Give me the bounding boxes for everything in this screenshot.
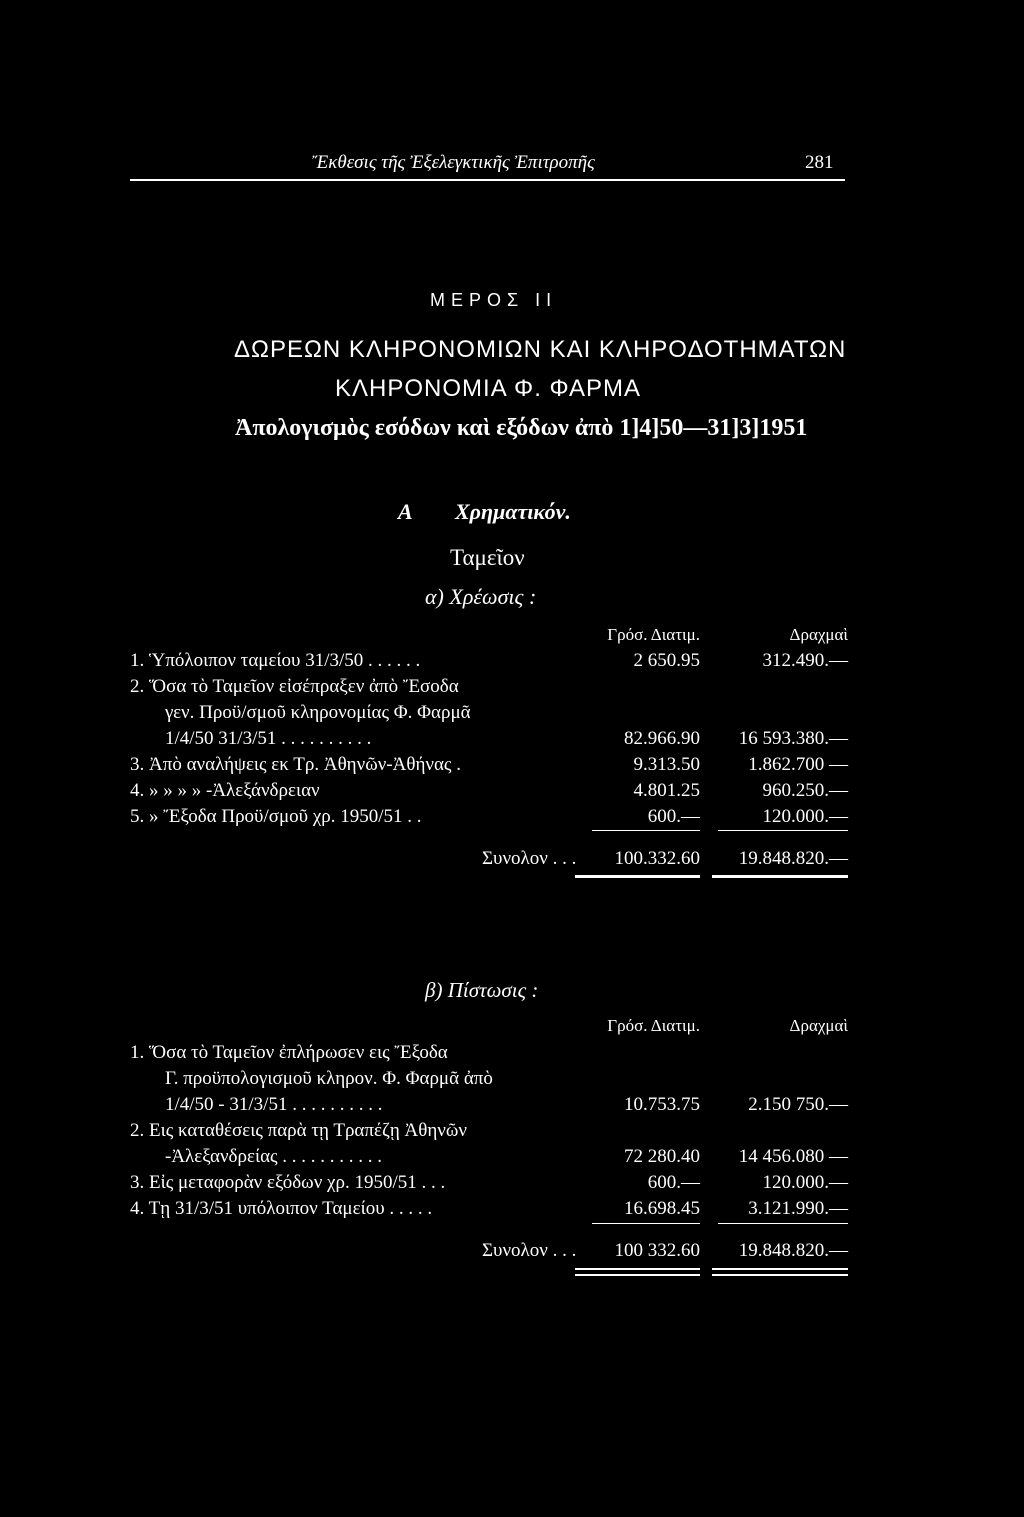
cash-heading: Ταμεῖον	[450, 545, 525, 570]
row-drachmas: 2.150 750.—	[748, 1094, 848, 1115]
credit-subtotal-rule	[718, 1223, 848, 1224]
row-text: -Ἀλεξανδρείας . . . . . . . . . . .	[165, 1146, 383, 1167]
section-heading: ΔΩΡΕΩΝ ΚΛΗΡΟΝΟΜΙΩΝ ΚΑΙ ΚΛΗΡΟΔΟΤΗΜΑΤΩΝ	[234, 336, 847, 363]
account-heading: Ἀπολογισμὸς εσόδων καὶ εξόδων ἀπὸ 1]4]50—31]3]1951	[235, 415, 808, 441]
section-letter-a: Α	[398, 499, 413, 524]
estate-heading: ΚΛΗΡΟΝΟΜΙΑ Φ. ΦΑΡΜΑ	[335, 375, 642, 402]
row-text: γεν. Προϋ/σμοῦ κληρονομίας Φ. Φαρμᾶ	[165, 702, 471, 723]
running-title: Ἔκθεσις τῆς Ἐξελεγκτικῆς Ἐπιτροπῆς	[312, 152, 595, 173]
row-gold: 82.966.90	[624, 728, 700, 749]
row-drachmas: 120.000.—	[762, 806, 848, 827]
credit-row	[0, 1172, 1024, 1196]
row-drachmas: 1.862.700 —	[748, 754, 848, 775]
credit-total-rule	[575, 1274, 700, 1276]
monetary-heading: Χρηματικόν.	[455, 499, 571, 524]
debit-row	[0, 754, 1024, 778]
part-heading: ΜΕΡΟΣ ΙΙ	[430, 290, 558, 310]
row-gold: 4.801.25	[633, 780, 700, 801]
credit-row	[0, 1120, 1024, 1144]
gold-column-header: Γρόσ. Διατιμ.	[607, 625, 700, 644]
credit-subtotal-rule	[592, 1223, 700, 1224]
debit-subtotal-rule	[592, 830, 700, 831]
row-drachmas: 3.121.990.—	[748, 1198, 848, 1219]
total-drachmas: 19.848.820.—	[738, 1240, 848, 1261]
row-gold: 16.698.45	[624, 1198, 700, 1219]
row-gold: 600.—	[647, 806, 700, 827]
credit-row	[0, 1146, 1024, 1170]
row-gold: 72 280.40	[624, 1146, 700, 1167]
debit-row	[0, 702, 1024, 726]
debit-total-rule	[575, 875, 700, 878]
row-drachmas: 960.250.—	[762, 780, 848, 801]
debit-total-rule	[712, 875, 848, 878]
total-gold: 100 332.60	[614, 1240, 700, 1261]
page-number: 281	[805, 152, 834, 173]
debit-total-row	[0, 848, 1024, 872]
row-text: 2. Ὅσα τὸ Ταμεῖον εἰσέπραξεν ἀπὸ Ἔσοδα	[130, 676, 459, 697]
total-label: Συνολον . . .	[482, 1240, 577, 1261]
row-text: 1/4/50 31/3/51 . . . . . . . . . .	[165, 728, 372, 749]
debit-heading: α) Χρέωσις :	[425, 584, 537, 609]
row-text: 4. Τῃ 31/3/51 υπόλοιπον Ταμείου . . . . .	[130, 1198, 433, 1219]
row-gold: 2 650.95	[633, 650, 700, 671]
row-text: 3. Εἰς μεταφορὰν εξόδων χρ. 1950/51 . . .	[130, 1172, 446, 1193]
row-drachmas: 120.000.—	[762, 1172, 848, 1193]
debit-row	[0, 780, 1024, 804]
debit-row	[0, 806, 1024, 830]
row-text: 1. Ὑπόλοιπον ταμείου 31/3/50 . . . . . .	[130, 650, 421, 671]
drachmas-column-header: Δραχμαὶ	[789, 1016, 848, 1035]
row-gold: 10.753.75	[624, 1094, 700, 1115]
row-gold: 600.—	[647, 1172, 700, 1193]
credit-total-rule	[575, 1268, 700, 1270]
debit-row	[0, 650, 1024, 674]
row-text: 2. Εις καταθέσεις παρὰ τῃ Τραπέζῃ Ἀθηνῶν	[130, 1120, 467, 1141]
row-gold: 9.313.50	[633, 754, 700, 775]
total-gold: 100.332.60	[614, 848, 700, 869]
row-text: 1/4/50 - 31/3/51 . . . . . . . . . .	[165, 1094, 383, 1115]
row-drachmas: 14 456.080 —	[738, 1146, 848, 1167]
header-rule	[130, 179, 845, 181]
debit-row	[0, 728, 1024, 752]
credit-row	[0, 1198, 1024, 1222]
credit-total-row	[0, 1240, 1024, 1264]
row-text: 3. Ἀπὸ αναλήψεις εκ Τρ. Ἀθηνῶν-Ἀθήνας .	[130, 754, 461, 775]
credit-total-rule	[712, 1268, 848, 1270]
row-text: 5. » Ἔξοδα Προϋ/σμοῦ χρ. 1950/51 . .	[130, 806, 422, 827]
debit-row	[0, 676, 1024, 700]
credit-row	[0, 1042, 1024, 1066]
credit-row	[0, 1094, 1024, 1118]
row-drachmas: 312.490.—	[762, 650, 848, 671]
row-text: 1. Ὅσα τὸ Ταμεῖον ἐπλήρωσεν εις Ἔξοδα	[130, 1042, 448, 1063]
credit-total-rule	[712, 1274, 848, 1276]
credit-row	[0, 1068, 1024, 1092]
credit-heading: β) Πίστωσις :	[425, 978, 539, 1002]
row-drachmas: 16 593.380.—	[738, 728, 848, 749]
row-text: 4. » » » » -Ἀλεξάνδρειαν	[130, 780, 320, 801]
total-label: Συνολον . . .	[482, 848, 577, 869]
debit-subtotal-rule	[718, 830, 848, 831]
row-text: Γ. προϋπολογισμοῦ κληρον. Φ. Φαρμᾶ ἀπὸ	[165, 1068, 493, 1089]
gold-column-header: Γρόσ. Διατιμ.	[607, 1016, 700, 1035]
drachmas-column-header: Δραχμαὶ	[789, 625, 848, 644]
total-drachmas: 19.848.820.—	[738, 848, 848, 869]
